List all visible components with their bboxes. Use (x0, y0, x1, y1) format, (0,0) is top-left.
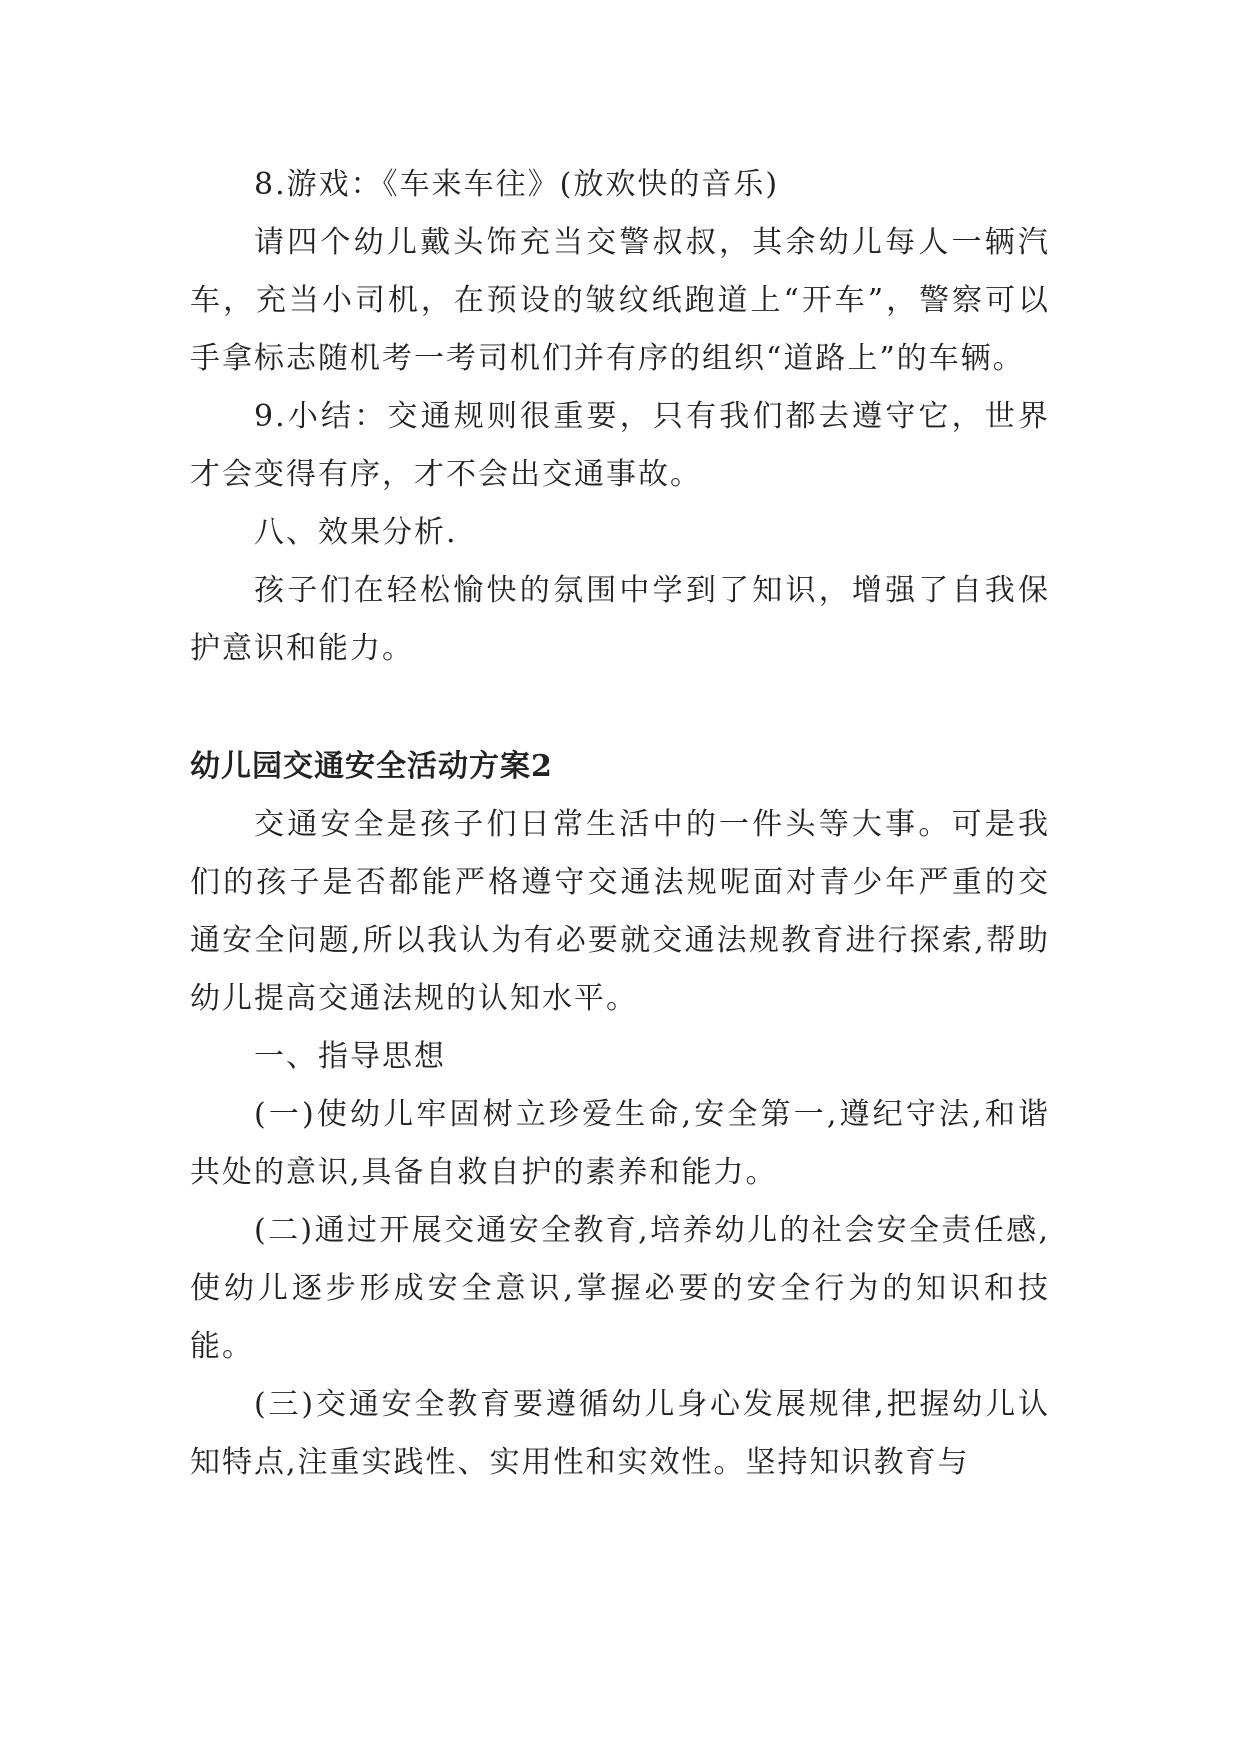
paragraph-game-description: 请四个幼儿戴头饰充当交警叔叔，其余幼儿每人一辆汽车，充当小司机，在预设的皱纹纸跑道上“开车”，警察可以手拿标志随机考一考司机们并有序的组织“道路上”的车辆。 (190, 225, 1050, 376)
section-title: 幼儿园交通安全活动方案2 (190, 749, 553, 784)
paragraph-game: 8.游戏：《车来车往》(放欢快的音乐) (254, 167, 780, 202)
paragraph-effect-analysis: 孩子们在轻松愉快的氛围中学到了知识，增强了自我保护意识和能力。 (190, 573, 1050, 666)
paragraph-guiding-1: (一)使幼儿牢固树立珍爱生命,安全第一,遵纪守法,和谐共处的意识,具备自救自护的素养和能力。 (190, 1097, 1050, 1190)
paragraph-guiding-heading: 一、指导思想 (254, 1039, 446, 1074)
paragraph-effect-heading: 八、效果分析. (254, 515, 458, 550)
paragraph-summary: 9.小结：交通规则很重要，只有我们都去遵守它，世界才会变得有序，才不会出交通事故。 (190, 399, 1050, 492)
paragraph-guiding-2: (二)通过开展交通安全教育,培养幼儿的社会安全责任感,使幼儿逐步形成安全意识,掌握必要的安全行为的知识和技能。 (190, 1213, 1050, 1364)
paragraph-intro: 交通安全是孩子们日常生活中的一件头等大事。可是我们的孩子是否都能严格遵守交通法规呢面对青少年严重的交通安全问题,所以我认为有必要就交通法规教育进行探索,帮助幼儿提高交通法规的认知水平。 (190, 807, 1050, 1016)
paragraph-guiding-3: (三)交通安全教育要遵循幼儿身心发展规律,把握幼儿认知特点,注重实践性、实用性和实效性。坚持知识教育与 (190, 1387, 1050, 1480)
document-body (190, 156, 1050, 1492)
